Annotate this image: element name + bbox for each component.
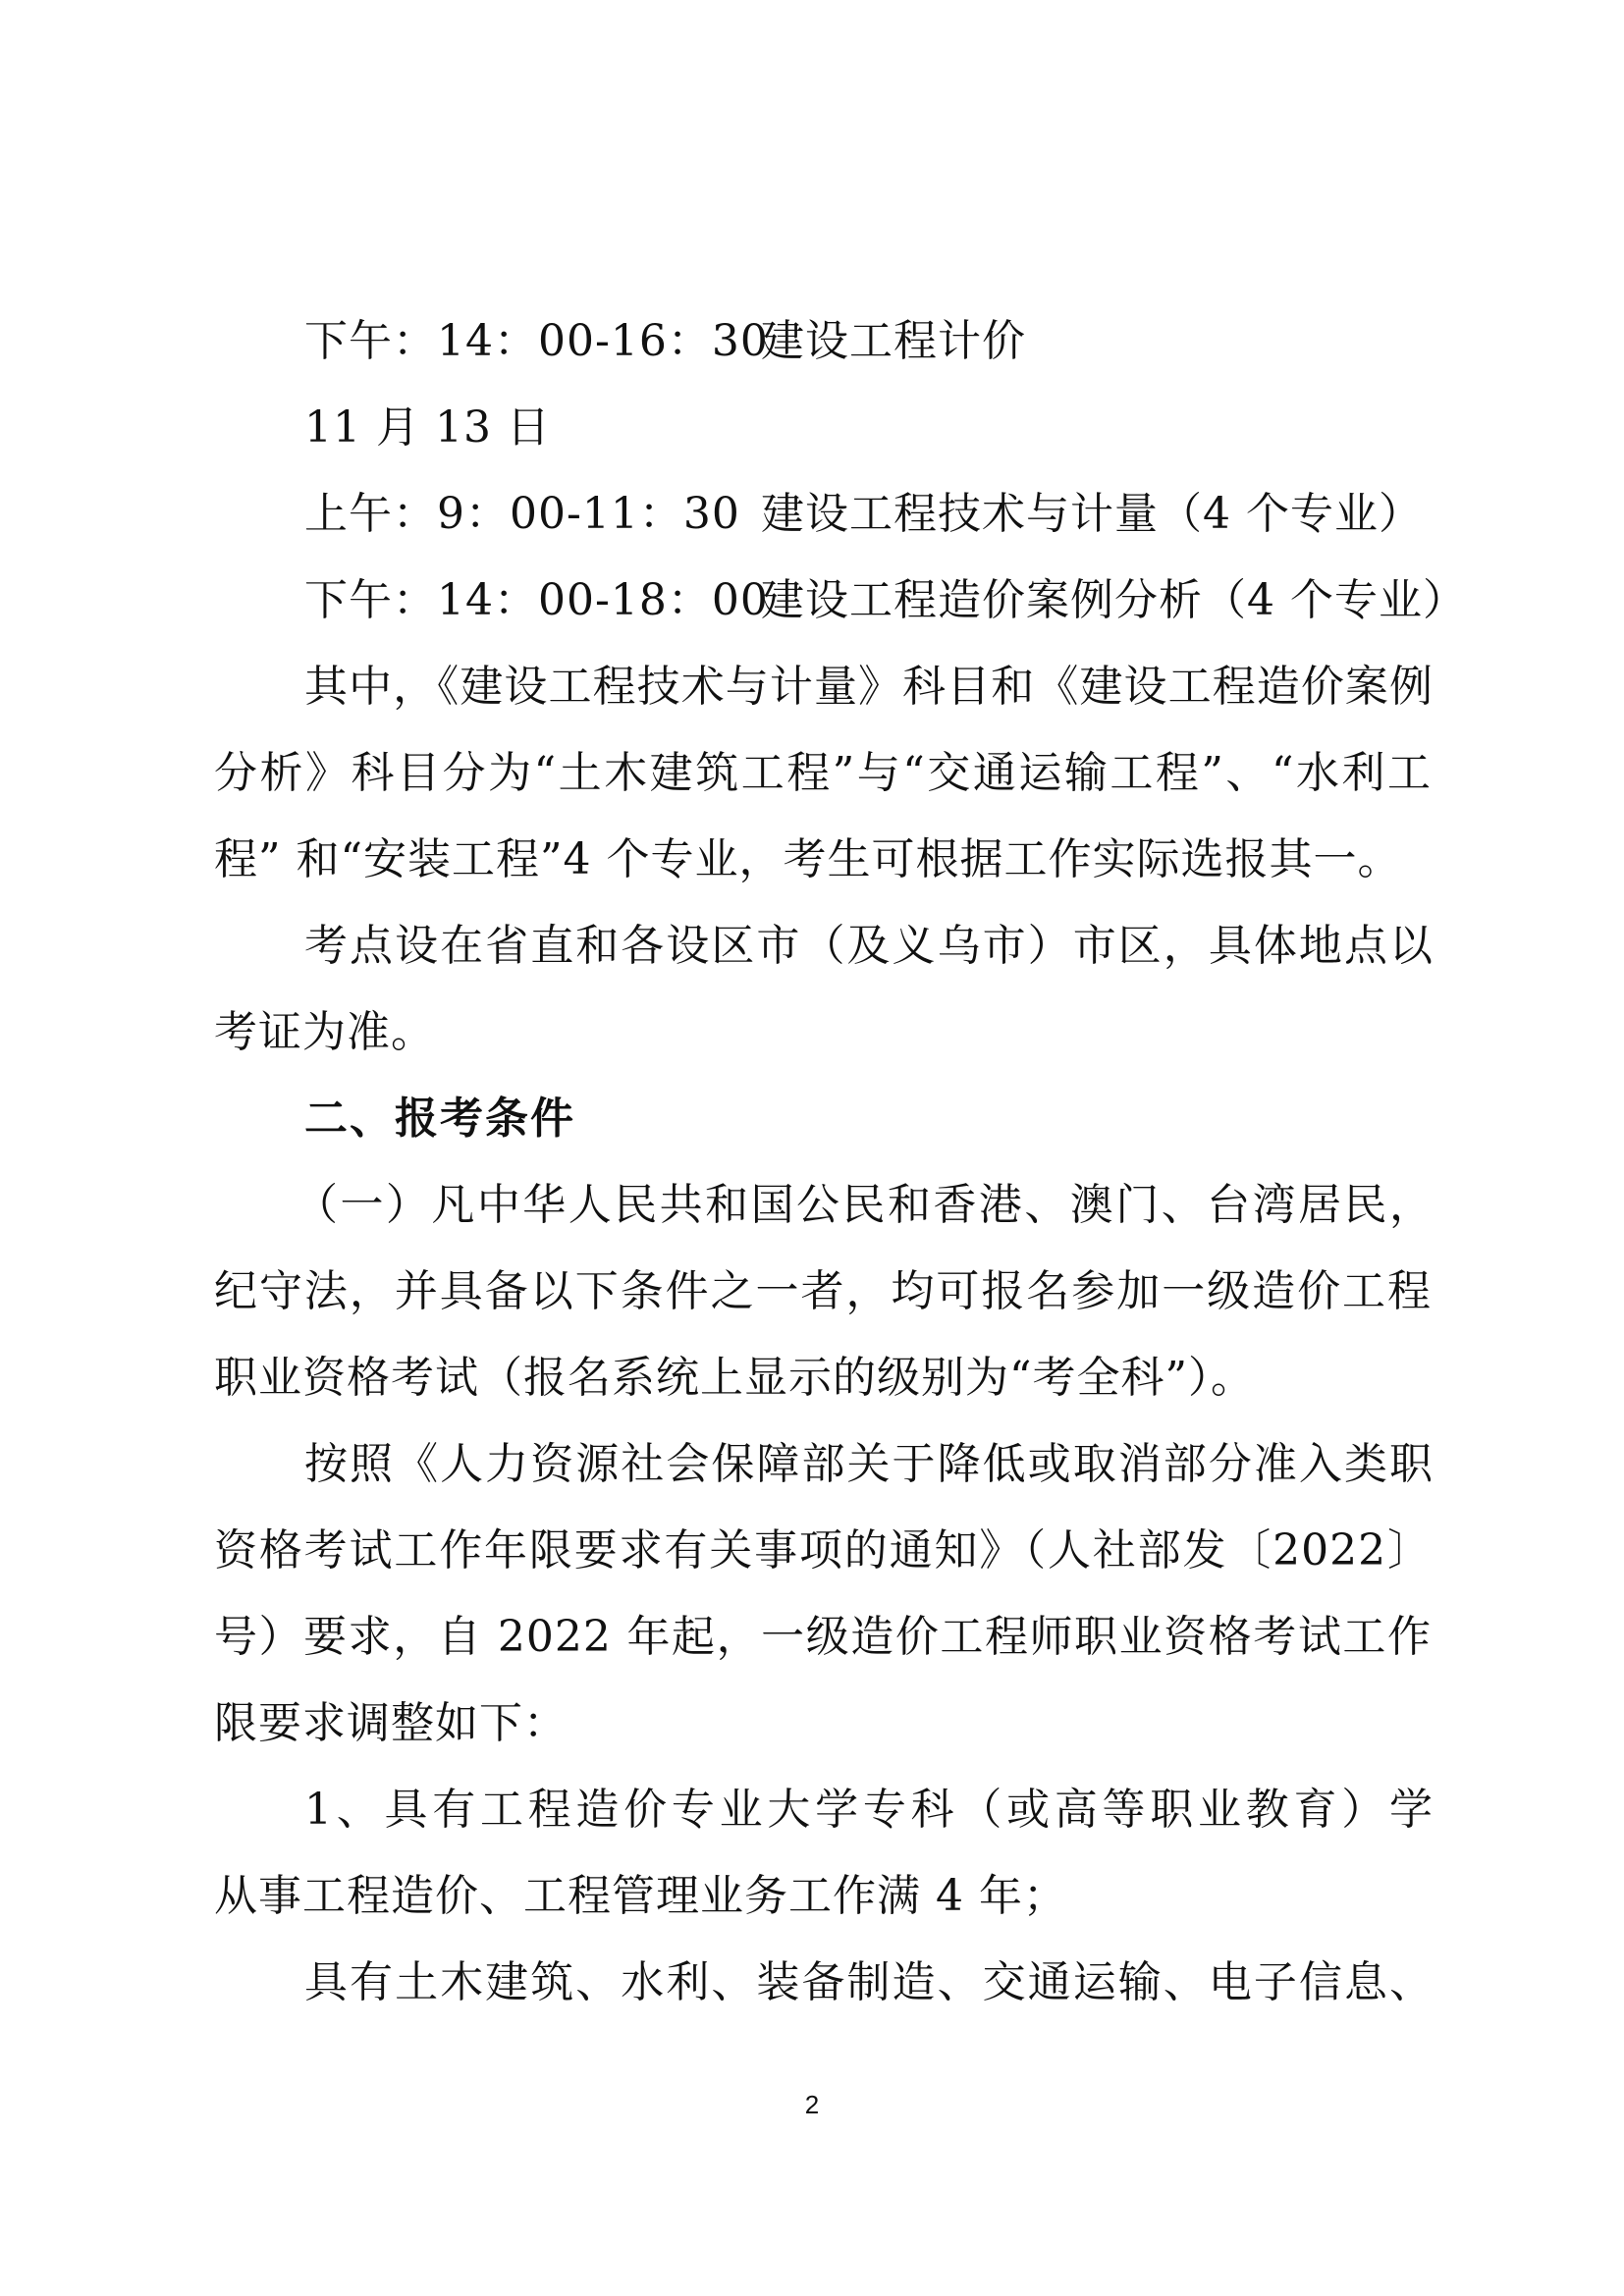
paragraph-line: 1、具有工程造价专业大学专科（或高等职业教育）学 — [304, 1785, 1434, 1835]
paragraph-line: 号）要求，自 2022 年起，一级造价工程师职业资格考试工作 — [214, 1612, 1432, 1662]
paragraph-line: 按照《人力资源社会保障部关于降低或取消部分准入类职 — [304, 1439, 1434, 1489]
paragraph-line: 考点设在省直和各设区市（及义乌市）市区，具体地点以 — [304, 921, 1434, 971]
paragraph-line: 程” 和“安装工程”4 个专业，考生可根据工作实际选报其一。 — [214, 834, 1402, 884]
paragraph-line: 从事工程造价、工程管理业务工作满 4 年； — [214, 1871, 1067, 1921]
paragraph-line: 纪守法，并具备以下条件之一者，均可报名参加一级造价工程 — [214, 1266, 1432, 1316]
schedule-line-afternoon-pricing — [304, 314, 1026, 369]
schedule-date — [304, 400, 551, 455]
paragraph-line: 资格考试工作年限要求有关事项的通知》（人社部发〔2022〕 — [214, 1525, 1432, 1575]
schedule-time: 上午：9：00-11：30 — [304, 489, 740, 539]
paragraph-line: （一）凡中华人民共和国公民和香港、澳门、台湾居民， — [295, 1180, 1434, 1230]
schedule-subject: 建设工程技术与计量（4 个专业） — [761, 489, 1423, 539]
schedule-time: 下午：14：00-18：00 — [304, 575, 769, 625]
page-number: 2 — [804, 2090, 820, 2119]
schedule-line-afternoon-case-analysis — [304, 573, 1467, 628]
section-heading: 二、报考条件 — [304, 1094, 575, 1144]
paragraph-line: 职业资格考试（报名系统上显示的级别为“考全科”）。 — [214, 1353, 1255, 1403]
schedule-date-text: 11 月 13 日 — [304, 402, 551, 453]
paragraph-line: 具有土木建筑、水利、装备制造、交通运输、电子信息、 — [304, 1957, 1434, 2007]
schedule-line-morning-technology — [304, 487, 1423, 542]
schedule-subject: 建设工程造价案例分析（4 个专业） — [761, 575, 1467, 625]
schedule-subject: 建设工程计价 — [761, 316, 1026, 366]
paragraph-line: 考证为准。 — [214, 1007, 435, 1057]
schedule-time: 下午：14：00-16：30 — [304, 316, 769, 366]
paragraph-line: 分析》科目分为“土木建筑工程”与“交通运输工程”、“水利工 — [214, 748, 1432, 798]
paragraph-line: 其中，《建设工程技术与计量》科目和《建设工程造价案例 — [304, 662, 1434, 712]
paragraph-line: 限要求调整如下： — [214, 1698, 568, 1748]
